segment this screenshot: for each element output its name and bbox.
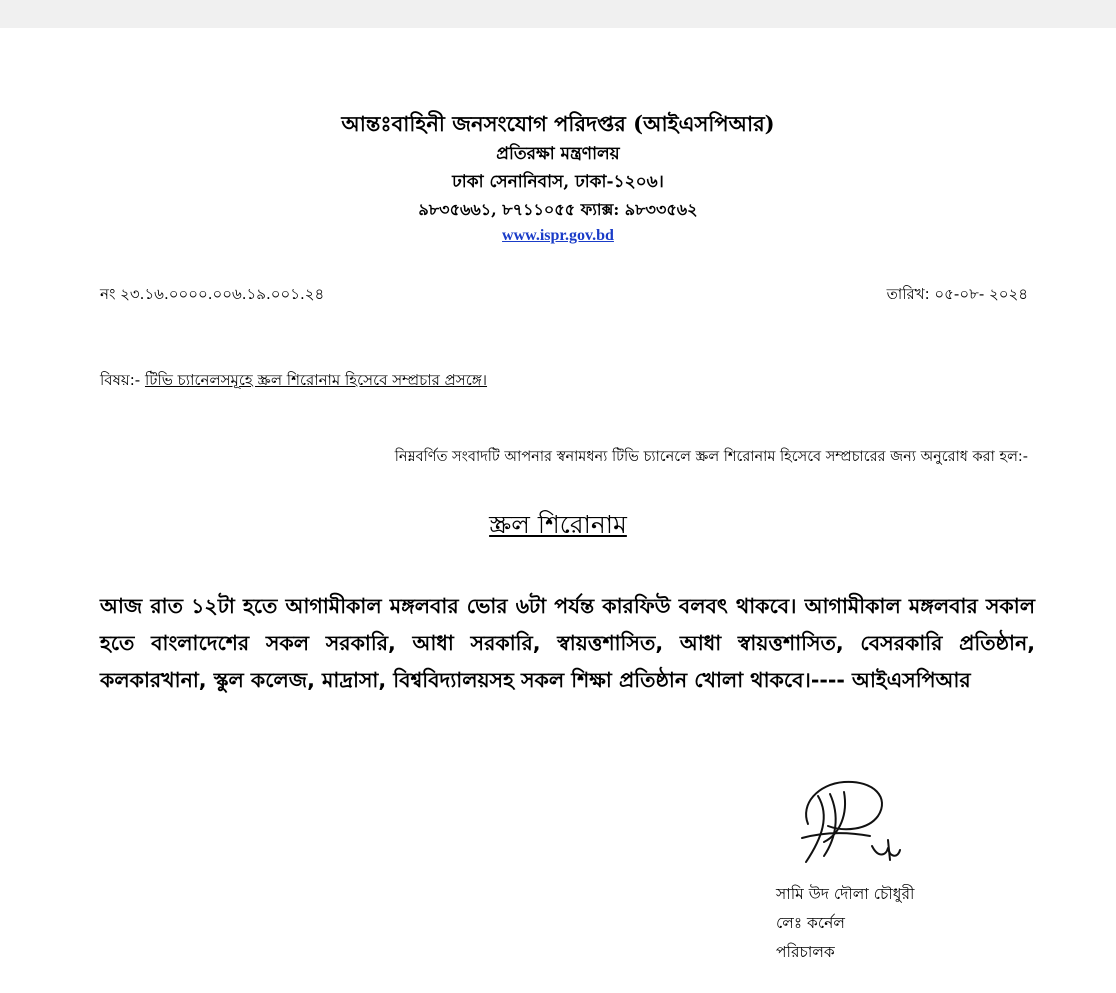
request-line: নিম্নবর্ণিত সংবাদটি আপনার স্বনামধন্য টিভি চ্যানেলে স্ক্রল শিরোনাম হিসেবে সম্প্রচারের জন্য অনুরোধ করা হল:- (394, 449, 1028, 465)
signer-block (776, 880, 914, 967)
top-strip (0, 0, 1116, 28)
ministry-name: প্রতিরক্ষা মন্ত্রণালয় (496, 144, 620, 164)
letterhead (0, 108, 1116, 248)
subject-line (100, 369, 487, 394)
scroll-heading-text: স্ক্রল শিরোনাম (489, 510, 627, 539)
reference-number: নং ২৩.১৬.০০০০.০০৬.১৯.০০১.২৪ (100, 285, 325, 303)
subject-prefix: বিষয়:- (100, 371, 145, 389)
organization-name: আন্তঃবাহিনী জনসংযোগ পরিদপ্তর (আইএসপিআর) (341, 111, 775, 136)
signature (778, 776, 918, 868)
subject-text: টিভি চ্যানেলসমূহে স্ক্রল শিরোনাম হিসেবে সম্প্রচার প্রসঙ্গে। (144, 371, 488, 389)
signer-name: সামি উদ দৌলা চৌধুরী (776, 885, 915, 903)
scroll-heading (0, 505, 1116, 548)
website-link[interactable]: www.ispr.gov.bd (502, 227, 614, 244)
news-body: আজ রাত ১২টা হতে আগামীকাল মঙ্গলবার ভোর ৬টা পর্যন্ত কারফিউ বলবৎ থাকবে। আগামীকাল মঙ্গলবার সকাল হতে বাংলাদেশের সকল সরকারি, আধা সরকারি, স্বায়ত্তশাসিত, আধা স্বায়ত্তশাসিত, বেসরকারি প্রতিষ্ঠান, কলকারখানা, স্কুল কলেজ, মাদ্রাসা, বিশ্ববিদ্যালয়সহ সকল শিক্ষা প্রতিষ্ঠান খোলা থাকবে।---- আইএসপিআর (100, 594, 1035, 692)
signer-designation: পরিচালক (776, 943, 835, 961)
signer-rank: লেঃ কর্নেল (776, 914, 845, 932)
letter-date: তারিখ: ০৫-০৮- ২০২৪ (886, 285, 1028, 303)
phone-fax: ৯৮৩৫৬৬১, ৮৭১১০৫৫ ফ্যাক্স: ৯৮৩৩৫৬২ (418, 200, 698, 219)
office-address: ঢাকা সেনানিবাস, ঢাকা-১২০৬। (452, 172, 664, 192)
